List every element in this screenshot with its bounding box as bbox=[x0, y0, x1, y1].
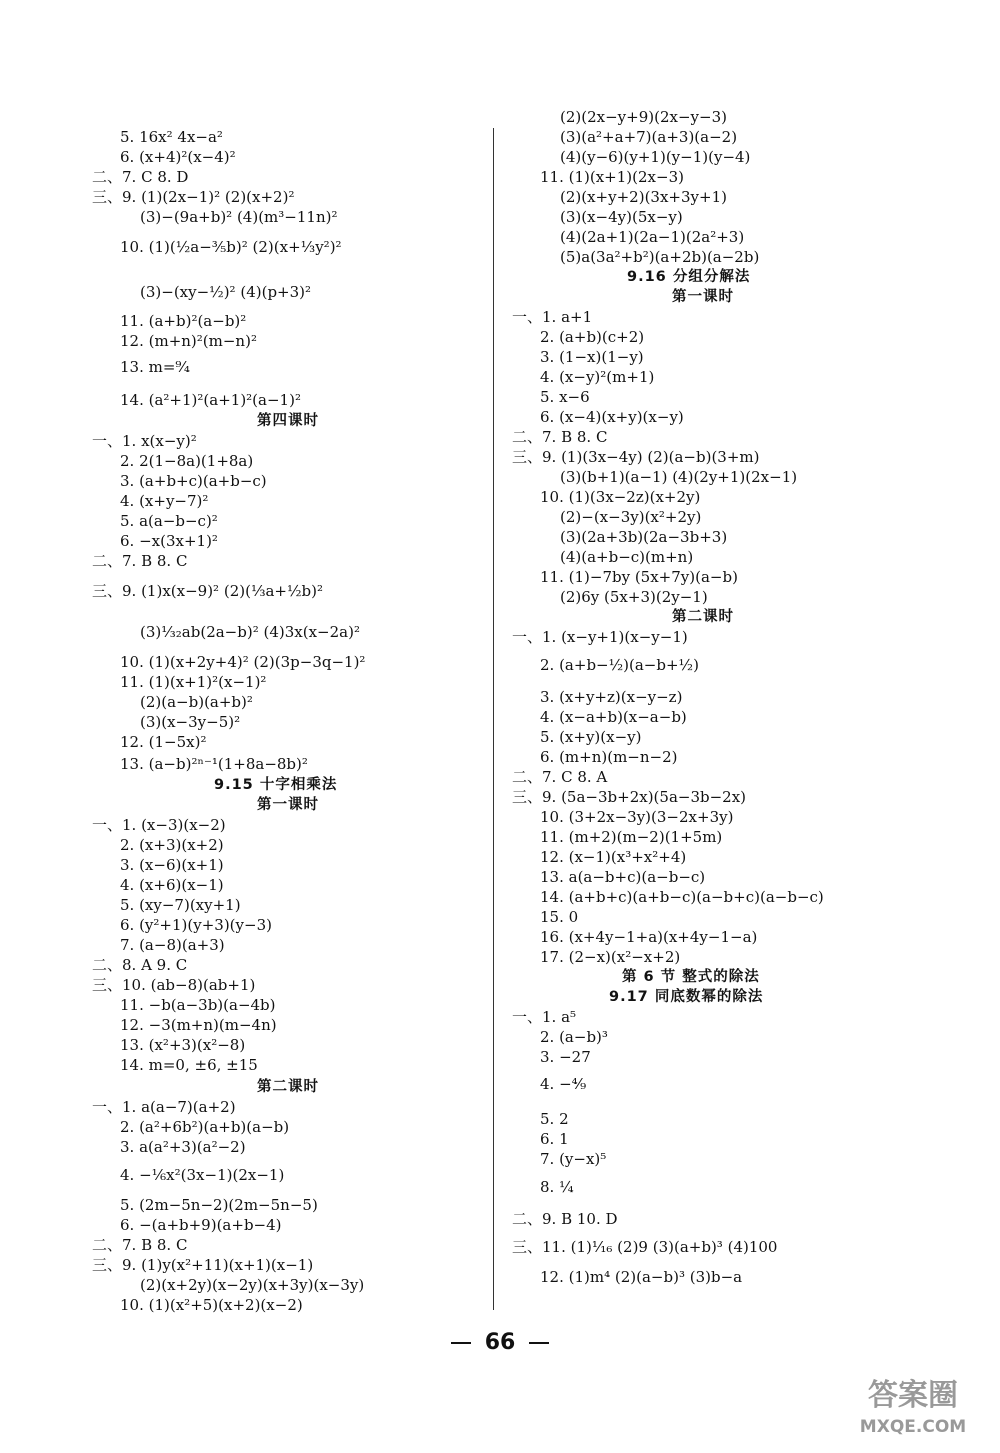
answer-line: 5. (xy−7)(xy+1) bbox=[120, 896, 241, 914]
answer-line: 4. (x+y−7)² bbox=[120, 492, 209, 510]
section-heading: 第一课时 bbox=[257, 797, 319, 813]
answer-line: (2)(2x−y+9)(2x−y−3) bbox=[560, 108, 727, 126]
answer-line: 17. (2−x)(x²−x+2) bbox=[540, 948, 681, 966]
answer-line: 13. m=⁹⁄₄ bbox=[120, 358, 190, 376]
answer-line: 12. (1−5x)² bbox=[120, 733, 207, 751]
answer-line: 5. (x+y)(x−y) bbox=[540, 728, 642, 746]
page-number-right-dash bbox=[529, 1342, 549, 1344]
answer-line: 13. (x²+3)(x²−8) bbox=[120, 1036, 246, 1054]
answer-line: 3. (x−6)(x+1) bbox=[120, 856, 224, 874]
answer-line: 一、1. (x−y+1)(x−y−1) bbox=[512, 628, 688, 646]
answer-line: 三、9. (1)(3x−4y) (2)(a−b)(3+m) bbox=[512, 448, 760, 466]
answer-line: 15. 0 bbox=[540, 908, 579, 926]
answer-line: 10. (1)(½a−³⁄₅b)² (2)(x+⅓y²)² bbox=[120, 238, 342, 256]
answer-line: 11. (m+2)(m−2)(1+5m) bbox=[540, 828, 723, 846]
answer-line: (3)(x−4y)(5x−y) bbox=[560, 208, 683, 226]
watermark-logo bbox=[838, 1360, 988, 1445]
section-heading: 9.15 十字相乘法 bbox=[214, 777, 338, 793]
answer-line: 13. a(a−b+c)(a−b−c) bbox=[540, 868, 706, 886]
answer-line: 二、8. A 9. C bbox=[92, 956, 188, 974]
answer-line: 11. (a+b)²(a−b)² bbox=[120, 312, 247, 330]
answer-line: 2. (a+b)(c+2) bbox=[540, 328, 645, 346]
answer-line: 一、1. a+1 bbox=[512, 308, 593, 326]
answer-line: 12. −3(m+n)(m−4n) bbox=[120, 1016, 277, 1034]
section-heading: 9.16 分组分解法 bbox=[627, 269, 751, 285]
answer-line: 5. 2 bbox=[540, 1110, 569, 1128]
answer-line: 3. (a+b+c)(a+b−c) bbox=[120, 472, 267, 490]
answer-line: 10. (1)(x+2y+4)² (2)(3p−3q−1)² bbox=[120, 653, 366, 671]
answer-line: 5. 16x² 4x−a² bbox=[120, 128, 223, 146]
answer-line: (3)(b+1)(a−1) (4)(2y+1)(2x−1) bbox=[560, 468, 798, 486]
answer-line: 一、1. a(a−7)(a+2) bbox=[92, 1098, 236, 1116]
answer-line: 三、9. (1)(2x−1)² (2)(x+2)² bbox=[92, 188, 295, 206]
answer-line: 11. (1)−7by (5x+7y)(a−b) bbox=[540, 568, 738, 586]
answer-line: 3. (1−x)(1−y) bbox=[540, 348, 644, 366]
answer-line: 11. −b(a−3b)(a−4b) bbox=[120, 996, 276, 1014]
answer-line: 11. (1)(x+1)(2x−3) bbox=[540, 168, 684, 186]
answer-line: 6. (x−4)(x+y)(x−y) bbox=[540, 408, 684, 426]
answer-line: 三、9. (1)x(x−9)² (2)(⅓a+½b)² bbox=[92, 582, 323, 600]
answer-line: (3)(a²+a+7)(a+3)(a−2) bbox=[560, 128, 738, 146]
answer-line: 三、10. (ab−8)(ab+1) bbox=[92, 976, 256, 994]
answer-line: 12. (m+n)²(m−n)² bbox=[120, 332, 257, 350]
answer-line: 2. 2(1−8a)(1+8a) bbox=[120, 452, 254, 470]
answer-line: 2. (a−b)³ bbox=[540, 1028, 608, 1046]
answer-line: 14. (a²+1)²(a+1)²(a−1)² bbox=[120, 391, 301, 409]
section-heading: 9.17 同底数幂的除法 bbox=[609, 989, 764, 1005]
answer-line: 一、1. (x−3)(x−2) bbox=[92, 816, 226, 834]
answer-line: (5)a(3a²+b²)(a+2b)(a−2b) bbox=[560, 248, 760, 266]
answer-line: 7. (y−x)⁵ bbox=[540, 1150, 607, 1168]
answer-line: (2)(x+2y)(x−2y)(x+3y)(x−3y) bbox=[140, 1276, 365, 1294]
answer-line: 10. (1)(x²+5)(x+2)(x−2) bbox=[120, 1296, 303, 1314]
answer-line: 16. (x+4y−1+a)(x+4y−1−a) bbox=[540, 928, 758, 946]
answer-line: 4. (x−a+b)(x−a−b) bbox=[540, 708, 687, 726]
section-heading: 第二课时 bbox=[672, 609, 734, 625]
page-number bbox=[0, 1330, 1000, 1355]
answer-line: 11. (1)(x+1)²(x−1)² bbox=[120, 673, 267, 691]
answer-line: 3. a(a²+3)(a²−2) bbox=[120, 1138, 246, 1156]
answer-line: 6. (m+n)(m−n−2) bbox=[540, 748, 678, 766]
answer-line: 13. (a−b)²ⁿ⁻¹(1+8a−8b)² bbox=[120, 755, 308, 773]
answer-line: (4)(a+b−c)(m+n) bbox=[560, 548, 694, 566]
answer-line: 4. −⅙x²(3x−1)(2x−1) bbox=[120, 1166, 285, 1184]
answer-line: 10. (3+2x−3y)(3−2x+3y) bbox=[540, 808, 734, 826]
answer-line: 2. (a²+6b²)(a+b)(a−b) bbox=[120, 1118, 290, 1136]
answer-line: 14. m=0, ±6, ±15 bbox=[120, 1056, 258, 1074]
answer-line: 3. (x+y+z)(x−y−z) bbox=[540, 688, 683, 706]
answer-line: 二、7. B 8. C bbox=[512, 428, 608, 446]
page-number-left-dash bbox=[451, 1342, 471, 1344]
answer-line: (2)(a−b)(a+b)² bbox=[140, 693, 253, 711]
answer-line: 二、7. B 8. C bbox=[92, 552, 188, 570]
answer-line: 6. (x+4)²(x−4)² bbox=[120, 148, 236, 166]
answer-line: (2)6y (5x+3)(2y−1) bbox=[560, 588, 708, 606]
answer-line: 6. (y²+1)(y+3)(y−3) bbox=[120, 916, 272, 934]
answer-line: 5. (2m−5n−2)(2m−5n−5) bbox=[120, 1196, 318, 1214]
answer-line: 二、9. B 10. D bbox=[512, 1210, 618, 1228]
answer-line: (3)(2a+3b)(2a−3b+3) bbox=[560, 528, 728, 546]
answer-line: 三、9. (5a−3b+2x)(5a−3b−2x) bbox=[512, 788, 747, 806]
answer-line: 2. (x+3)(x+2) bbox=[120, 836, 224, 854]
answer-line: (4)(2a+1)(2a−1)(2a²+3) bbox=[560, 228, 745, 246]
answer-line: (2)(x+y+2)(3x+3y+1) bbox=[560, 188, 727, 206]
answer-line: 10. (1)(3x−2z)(x+2y) bbox=[540, 488, 701, 506]
section-heading: 第四课时 bbox=[257, 413, 319, 429]
watermark-top-text: 答案圈 bbox=[868, 1378, 958, 1413]
section-heading: 第一课时 bbox=[672, 289, 734, 305]
answer-line: (2)−(x−3y)(x²+2y) bbox=[560, 508, 702, 526]
answer-line: (3)−(xy−½)² (4)(p+3)² bbox=[140, 283, 312, 301]
answer-line: 12. (1)m⁴ (2)(a−b)³ (3)b−a bbox=[540, 1268, 743, 1286]
answer-line: 一、1. a⁵ bbox=[512, 1008, 577, 1026]
answer-line: 7. (a−8)(a+3) bbox=[120, 936, 225, 954]
answer-line: 二、7. C 8. A bbox=[512, 768, 608, 786]
answer-line: 6. 1 bbox=[540, 1130, 569, 1148]
answer-line: 三、9. (1)y(x²+11)(x+1)(x−1) bbox=[92, 1256, 314, 1274]
answer-line: 12. (x−1)(x³+x²+4) bbox=[540, 848, 687, 866]
answer-line: 4. (x+6)(x−1) bbox=[120, 876, 224, 894]
answer-line: 一、1. x(x−y)² bbox=[92, 432, 197, 450]
column-divider bbox=[493, 128, 494, 1310]
answer-line: (3)¹⁄₃₂ab(2a−b)² (4)3x(x−2a)² bbox=[140, 623, 360, 641]
answer-line: 6. −(a+b+9)(a+b−4) bbox=[120, 1216, 282, 1234]
section-heading: 第 6 节 整式的除法 bbox=[622, 969, 760, 985]
answer-line: (4)(y−6)(y+1)(y−1)(y−4) bbox=[560, 148, 751, 166]
answer-line: 14. (a+b+c)(a+b−c)(a−b+c)(a−b−c) bbox=[540, 888, 824, 906]
answer-line: (3)−(9a+b)² (4)(m³−11n)² bbox=[140, 208, 338, 226]
answer-line: 二、7. C 8. D bbox=[92, 168, 189, 186]
answer-line: 2. (a+b−½)(a−b+½) bbox=[540, 656, 699, 674]
answer-line: 5. x−6 bbox=[540, 388, 590, 406]
answer-line: 4. −⁴⁄₉ bbox=[540, 1075, 587, 1093]
answer-line: 6. −x(3x+1)² bbox=[120, 532, 218, 550]
answer-line: 三、11. (1)¹⁄₁₆ (2)9 (3)(a+b)³ (4)100 bbox=[512, 1238, 778, 1256]
page-number-text: 66 bbox=[484, 1330, 516, 1355]
answer-line: (3)(x−3y−5)² bbox=[140, 713, 241, 731]
answer-line: 4. (x−y)²(m+1) bbox=[540, 368, 655, 386]
answer-line: 二、7. B 8. C bbox=[92, 1236, 188, 1254]
watermark-bottom-text: MXQE.COM bbox=[859, 1417, 967, 1437]
answer-line: 8. ¼ bbox=[540, 1178, 574, 1196]
section-heading: 第二课时 bbox=[257, 1079, 319, 1095]
answer-line: 5. a(a−b−c)² bbox=[120, 512, 218, 530]
answer-line: 3. −27 bbox=[540, 1048, 591, 1066]
